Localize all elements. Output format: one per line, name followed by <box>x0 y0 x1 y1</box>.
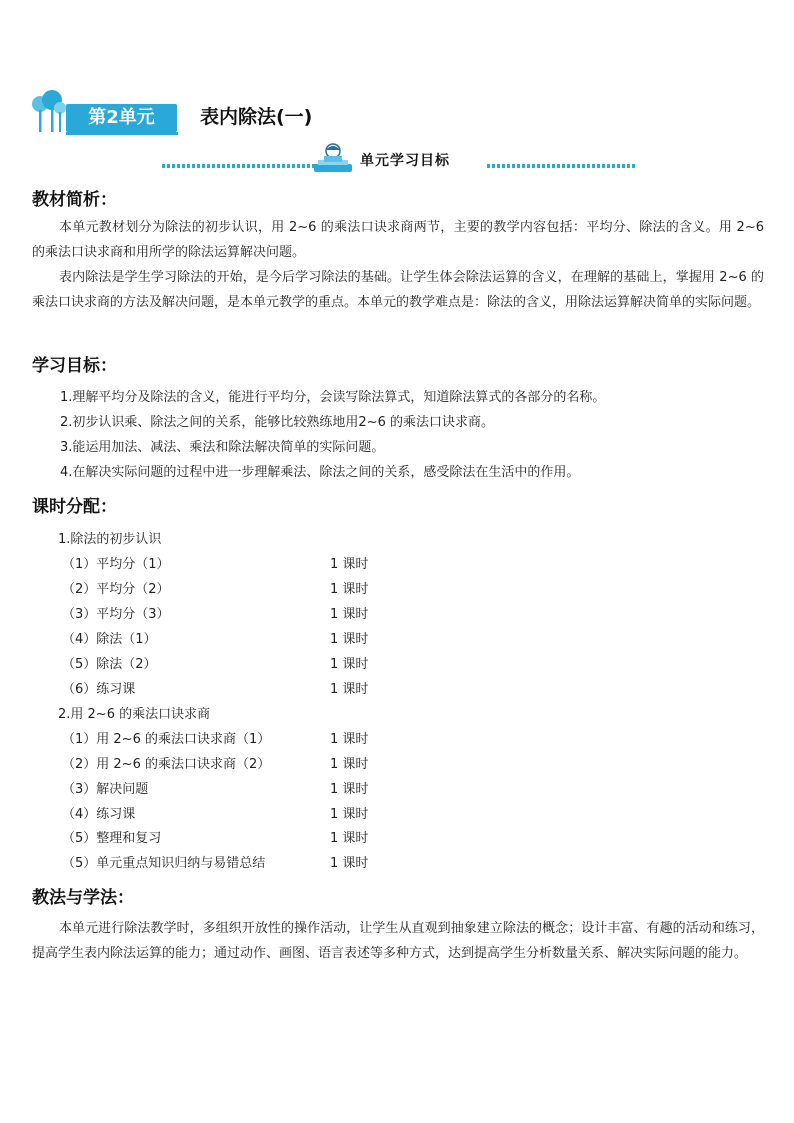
schedule-row <box>62 678 382 698</box>
goals-banner <box>162 142 636 176</box>
lesson-name: （2）用 2~6 的乘法口诀求商（2） <box>62 757 271 772</box>
lesson-hours: 1 课时 <box>330 831 369 846</box>
schedule-row <box>62 827 382 847</box>
lesson-hours: 1 课时 <box>330 856 369 871</box>
analysis-paragraph-2: 表内除法是学生学习除法的开始，是今后学习除法的基础。让学生体会除法运算的含义，在理解的基础上，掌握用 2~6 的乘法口诀求商的方法及解决问题，是本单元教学的重点。本单元的教学难点是：除法的含义，用除法运算解决简单的实际问题。 <box>32 270 764 310</box>
methods-paragraph: 本单元进行除法教学时，多组织开放性的操作活动，让学生从直观到抽象建立除法的概念；设计丰富、有趣的活动和练习，提高学生表内除法运算的能力；通过动作、画图、语言表述等多种方式，达到提高学生分析数量关系、解决实际问题的能力。 <box>32 921 764 961</box>
lesson-hours: 1 课时 <box>330 782 369 797</box>
lesson-name: （5）单元重点知识归纳与易错总结 <box>62 856 266 871</box>
lesson-name: （4）练习课 <box>62 807 136 822</box>
analysis-paragraph-1: 本单元教材划分为除法的初步认识，用 2~6 的乘法口诀求商两节，主要的教学内容包括：平均分、除法的含义。用 2~6 的乘法口诀求商和用所学的除法运算解决问题。 <box>32 220 764 260</box>
student-reading-icon <box>310 142 356 174</box>
lesson-name: （2）平均分（2） <box>62 582 170 597</box>
lesson-name: （3）平均分（3） <box>62 607 170 622</box>
goals-heading: 学习目标： <box>32 356 117 376</box>
lesson-name: （5）除法（2） <box>62 657 157 672</box>
lesson-hours: 1 课时 <box>330 582 369 597</box>
lesson-hours: 1 课时 <box>330 607 369 622</box>
lesson-hours: 1 课时 <box>330 757 369 772</box>
lesson-name: （6）练习课 <box>62 682 136 697</box>
lesson-name: （1）用 2~6 的乘法口诀求商（1） <box>62 732 271 747</box>
analysis-heading: 教材简析： <box>32 190 117 210</box>
schedule-row <box>62 852 382 872</box>
tree-icon <box>30 90 66 134</box>
lesson-name: （1）平均分（1） <box>62 557 170 572</box>
lesson-hours: 1 课时 <box>330 682 369 697</box>
schedule-row <box>62 753 382 773</box>
goal-item: 4.在解决实际问题的过程中进一步理解乘法、除法之间的关系，感受除法在生活中的作用。 <box>60 465 580 480</box>
banner-label: 单元学习目标 <box>360 153 450 169</box>
methods-heading: 教法与学法： <box>32 888 134 908</box>
unit-title: 表内除法(一) <box>200 106 313 128</box>
schedule-row <box>62 628 382 648</box>
lesson-name: （4）除法（1） <box>62 632 157 647</box>
lesson-hours: 1 课时 <box>330 632 369 647</box>
lesson-hours: 1 课时 <box>330 657 369 672</box>
goal-item: 2.初步认识乘、除法之间的关系，能够比较熟练地用2~6 的乘法口诀求商。 <box>60 415 494 430</box>
unit-header <box>30 90 370 135</box>
goal-item: 3.能运用加法、减法、乘法和除法解决简单的实际问题。 <box>60 440 385 455</box>
schedule-row <box>62 803 382 823</box>
schedule-group-1: 1.除法的初步认识 <box>58 532 162 547</box>
lesson-hours: 1 课时 <box>330 807 369 822</box>
lesson-hours: 1 课时 <box>330 732 369 747</box>
schedule-row <box>62 603 382 623</box>
schedule-heading: 课时分配： <box>32 497 117 517</box>
schedule-group-2: 2.用 2~6 的乘法口诀求商 <box>58 707 211 722</box>
header-underline <box>66 132 178 135</box>
schedule-row <box>62 653 382 673</box>
unit-badge: 第2单元 <box>66 104 177 132</box>
schedule-row <box>62 778 382 798</box>
schedule-row <box>62 728 382 748</box>
schedule-row <box>62 578 382 598</box>
lesson-name: （5）整理和复习 <box>62 831 162 846</box>
lesson-hours: 1 课时 <box>330 557 369 572</box>
goal-item: 1.理解平均分及除法的含义，能进行平均分，会读写除法算式，知道除法算式的各部分的名称。 <box>60 390 606 405</box>
schedule-row <box>62 553 382 573</box>
lesson-name: （3）解决问题 <box>62 782 149 797</box>
